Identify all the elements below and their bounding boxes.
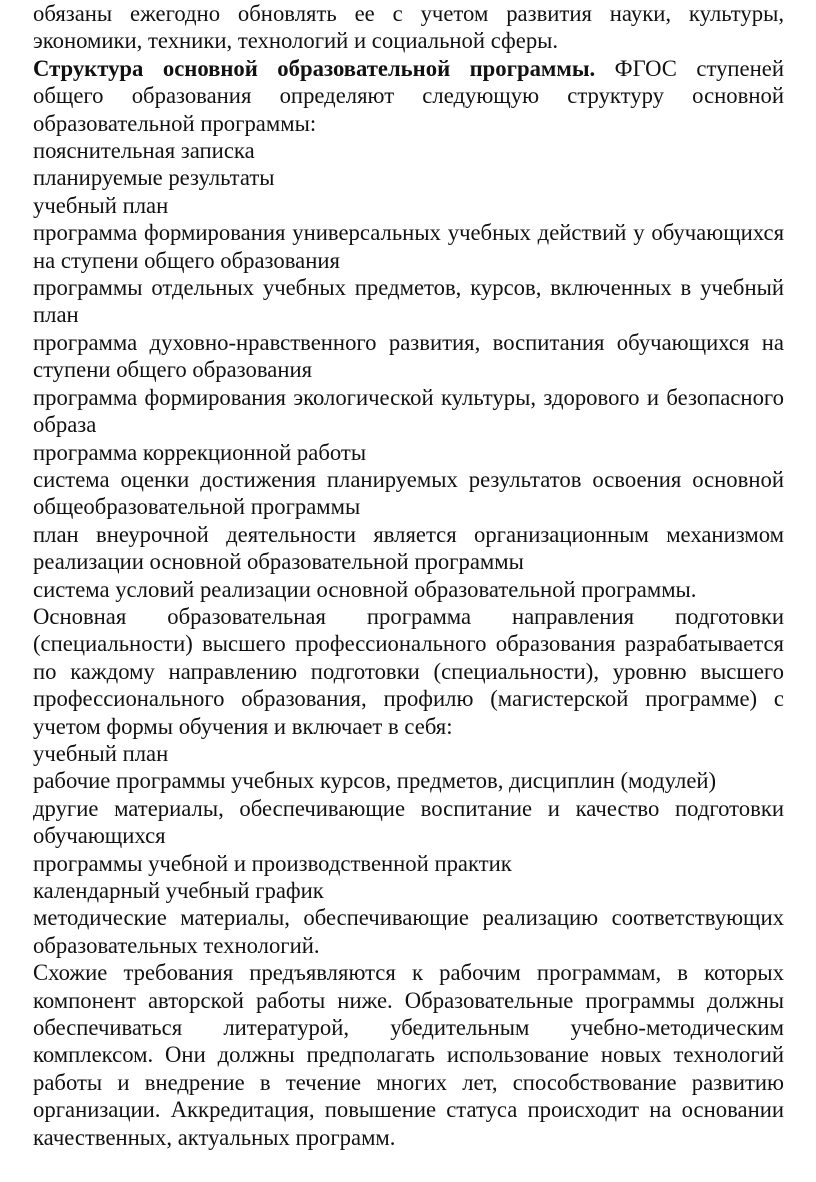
structure-list-item: программа коррекционной работы [33,439,367,465]
structure-list-item: программа духовно-нравственного развития, воспитания обучающихся на ступени общего образования [33,329,784,383]
structure-list-item: система оценки достижения планируемых результатов освоения основной общеобразовательной программы [33,466,784,520]
higher-ed-list-item: методические материалы, обеспечивающие реализацию соответствующих образовательных технологий. [33,905,784,958]
structure-list-item: пояснительная записка [33,138,255,164]
structure-paragraph [33,55,784,137]
higher-ed-list-item: рабочие программы учебных курсов, предметов, дисциплин (модулей) [33,768,717,794]
higher-ed-paragraph: Основная образовательная программа направления подготовки (специальности) высшего профессионального образования разрабатывается по каждому направлению подготовки (специальности), уровню высшего профессионального образования, профилю (магистерской программе) с учетом формы обучения и включает в себя: [33,603,784,739]
closing-paragraph: Схожие требования предъявляются к рабочим программам, в которых компонент авторской работы ниже. Образовательные программы должны обеспечиваться литературой, убедительным учебно-методическим комплексом. Они должны предполагать использование новых технологий работы и внедрение в течение многих лет, способствование развитию организации. Аккредитация, повышение статуса происходит на основании качественных, актуальных программ. [33,960,784,1150]
higher-ed-list-item: учебный план [33,740,169,766]
structure-list-item: планируемые результаты [33,165,275,191]
higher-ed-list-item: программы учебной и производственной практик [33,850,512,876]
higher-ed-list-item: календарный учебный график [33,878,324,903]
structure-list-item: план внеурочной деятельности является организационным механизмом реализации основной образовательной программы [33,521,784,575]
intro-continuation-paragraph: обязаны ежегодно обновлять ее с учетом развития науки, культуры, экономики, техники, технологий и социальной сферы. [33,1,784,54]
higher-ed-list [33,740,784,959]
structure-list-item: программа формирования экологической культуры, здорового и безопасного образа [33,384,784,438]
structure-list-item: программа формирования универсальных учебных действий у обучающихся на ступени общего образования [33,220,784,273]
structure-lead-text: ФГОС ступеней общего образования определяют следующую структуру основной образовательной программы: [33,55,784,136]
structure-heading: Структура основной образовательной программы. [33,55,596,81]
structure-list-item: учебный план [33,192,169,218]
structure-list-item: программы отдельных учебных предметов, курсов, включенных в учебный план [33,275,784,328]
structure-list-item: система условий реализации основной образовательной программы. [33,576,697,602]
higher-ed-list-item: другие материалы, обеспечивающие воспитание и качество подготовки обучающихся [33,795,784,849]
structure-list [33,137,784,603]
